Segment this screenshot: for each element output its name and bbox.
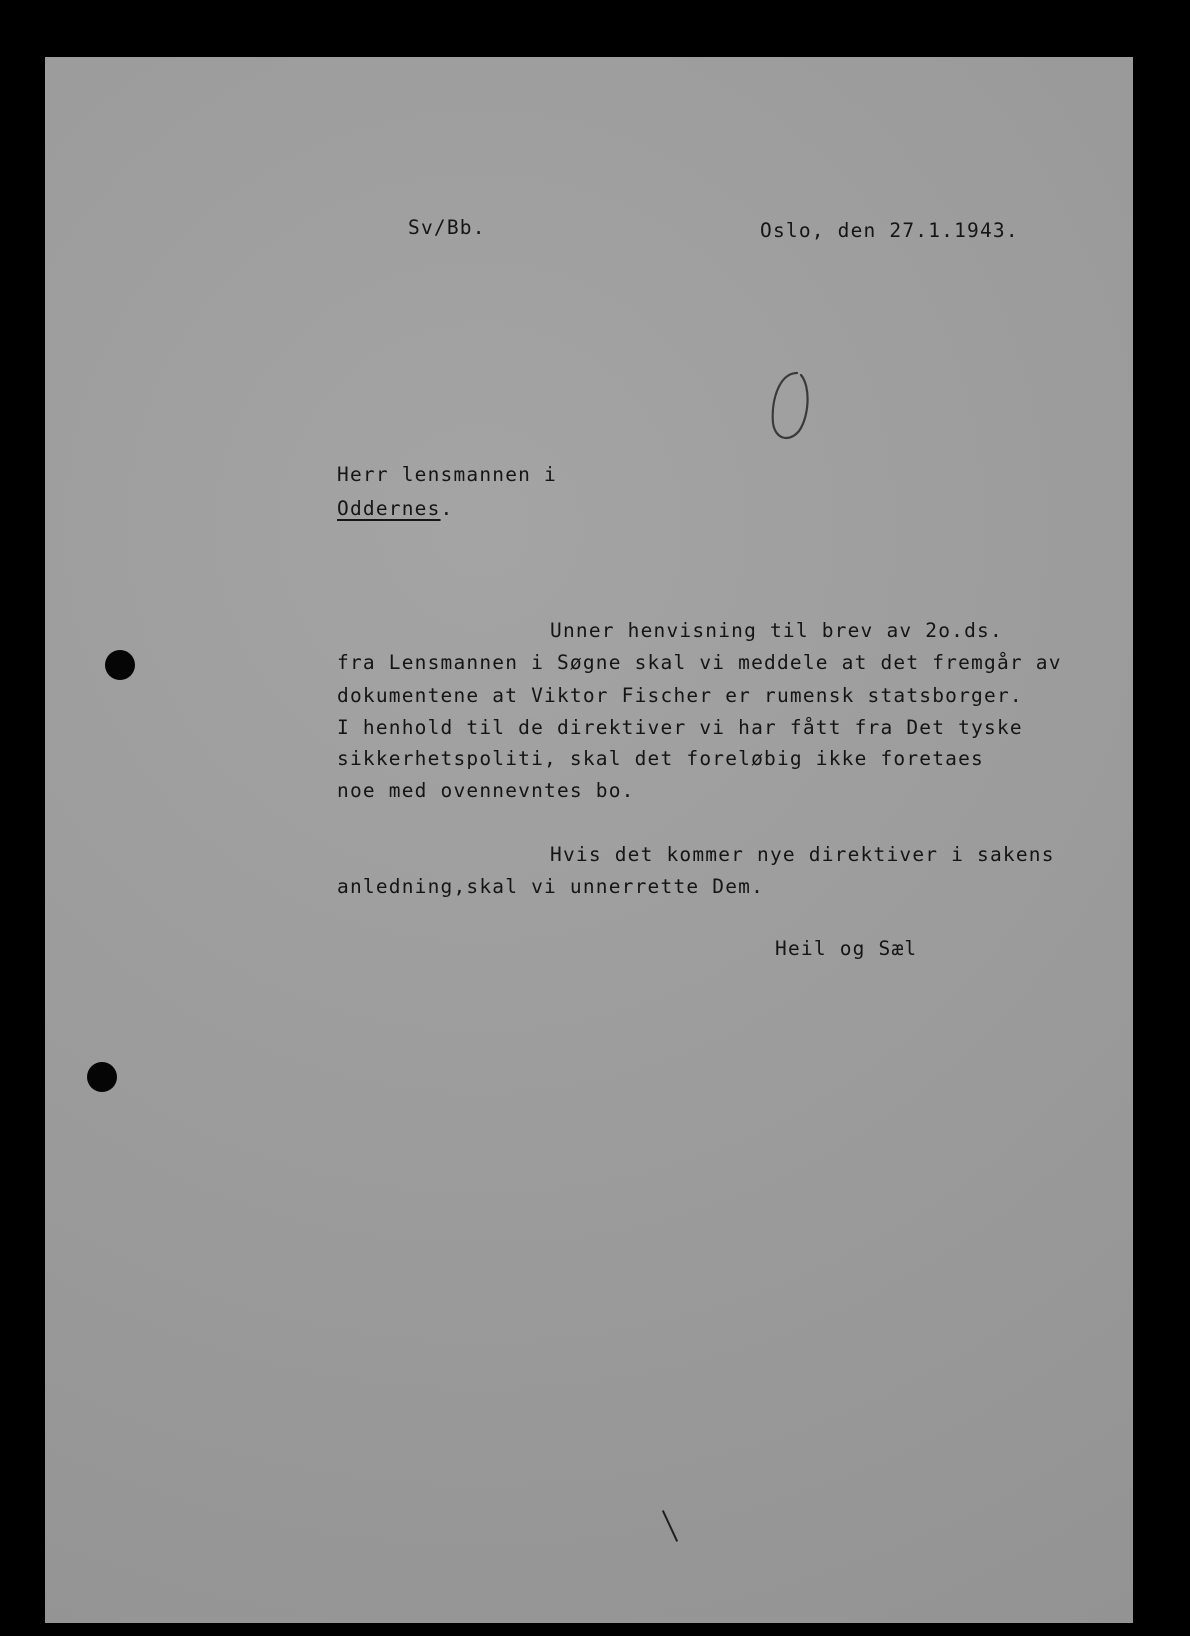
handwritten-zero-mark (767, 367, 813, 445)
body-line: Hvis det kommer nye direktiver i sakens (550, 843, 1055, 866)
recipient-punctuation: . (440, 497, 454, 520)
body-line: Unner henvisning til brev av 2o.ds. (550, 619, 1003, 642)
recipient-place: Oddernes (337, 497, 441, 520)
body-line: sikkerhetspoliti, skal det foreløbig ikke foretaes (337, 747, 984, 770)
recipient-place-line (337, 493, 453, 524)
punch-hole-top (105, 650, 135, 680)
recipient-line-1: Herr lensmannen i (337, 463, 557, 486)
document-page (45, 57, 1133, 1623)
pencil-tick-mark (662, 1510, 678, 1542)
reference-code: Sv/Bb. (408, 216, 486, 239)
punch-hole-bottom (87, 1062, 117, 1092)
body-line: I henhold til de direktiver vi har fått fra Det tyske (337, 716, 1023, 739)
body-line: noe med ovennevntes bo. (337, 779, 635, 802)
place-and-date: Oslo, den 27.1.1943. (760, 219, 1019, 242)
closing-salutation: Heil og Sæl (775, 937, 918, 960)
body-line: anledning,skal vi unnerrette Dem. (337, 875, 765, 898)
body-line: fra Lensmannen i Søgne skal vi meddele at det fremgår av (337, 651, 1062, 674)
body-line: dokumentene at Viktor Fischer er rumensk statsborger. (337, 684, 1023, 707)
